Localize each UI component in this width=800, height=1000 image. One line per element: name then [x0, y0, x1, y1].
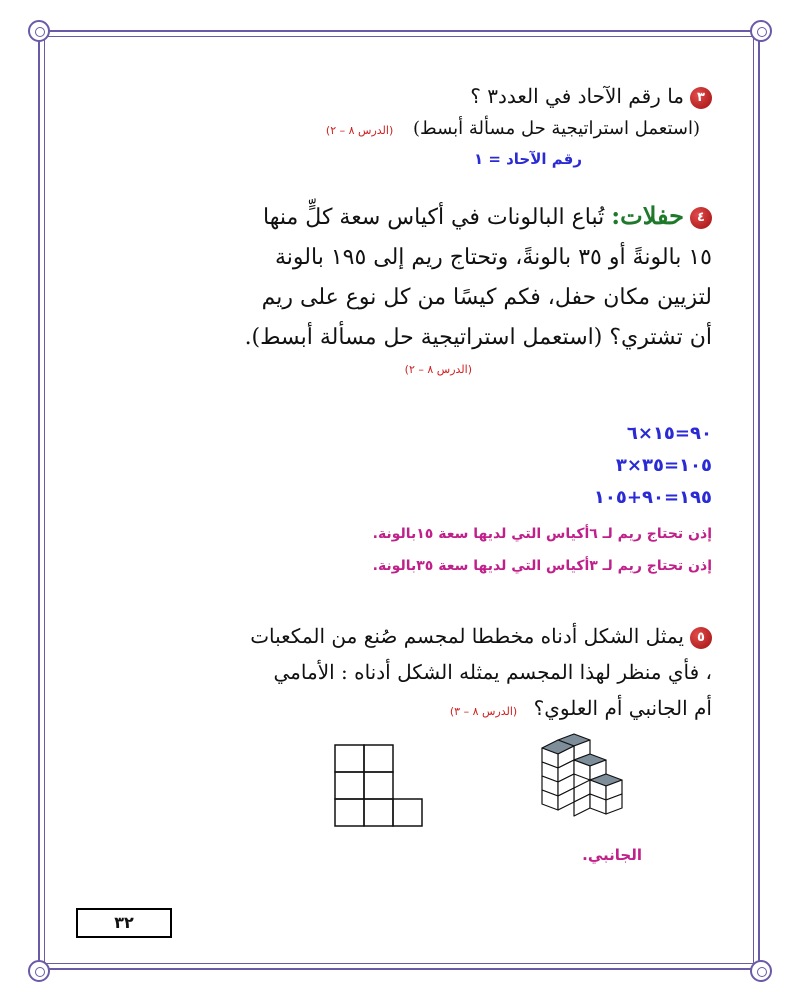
- question-4: [152, 196, 712, 382]
- answer-line: إذن تحتاج ريم لـ ٦أكياس التي لديها سعة ١٥بالونة.: [372, 526, 712, 542]
- question-number-badge: ٣: [690, 87, 712, 109]
- question-4-answers: [112, 518, 712, 582]
- question-number-badge: ٥: [690, 627, 712, 649]
- page-number: ٣٢: [114, 913, 134, 932]
- question-4-line-1: تُباع البالونات في أكياس سعة كلٍّ منها: [263, 205, 605, 230]
- question-3-line-2: (استعمل استراتيجية حل مسألة أبسط): [413, 118, 700, 139]
- equation-line: ٩٠=١٥×٦: [626, 423, 712, 444]
- corner-ornament: [750, 20, 772, 42]
- page-number-box: [76, 908, 172, 938]
- question-5-answer: الجانبي.: [582, 846, 642, 864]
- question-5-line-2: ، فأي منظر لهذا المجسم يمثله الشكل أدناه : الأمامي: [273, 660, 712, 684]
- question-3-line-1: ما رقم الآحاد في العدد٣ ؟: [470, 84, 684, 108]
- question-4-line-4: أن تشتري؟ (استعمل استراتيجية حل مسألة أبسط).: [244, 325, 712, 350]
- equation-line: ١٩٥=٩٠+١٠٥: [593, 487, 712, 508]
- lesson-reference: (الدرس ٨ – ٢): [325, 124, 394, 137]
- question-number-badge: ٤: [690, 207, 712, 229]
- corner-ornament: [28, 960, 50, 982]
- question-3-answer: رقم الآحاد = ١: [473, 150, 582, 168]
- lesson-reference: (الدرس ٨ – ٢): [404, 363, 472, 376]
- question-5-line-3: أم الجانبي أم العلوي؟: [533, 696, 712, 720]
- side-view-grid-figure: [334, 744, 424, 828]
- question-4-work: [112, 418, 712, 514]
- question-4-line-2: ١٥ بالونةً أو ٣٥ بالونةً، وتحتاج ريم إلى ١٩٥ بالونة: [275, 245, 712, 270]
- question-5-line-1: يمثل الشكل أدناه مخططا لمجسم صُنع من المكعبات: [250, 624, 684, 648]
- question-3: [152, 78, 712, 172]
- equation-line: ١٠٥=٣٥×٣: [615, 455, 712, 476]
- question-4-line-3: لتزيين مكان حفل، فكم كيسًا من كل نوع على ريم: [261, 285, 712, 310]
- corner-ornament: [750, 960, 772, 982]
- corner-ornament: [28, 20, 50, 42]
- question-5: [152, 618, 712, 730]
- cube-stack-figure: [532, 732, 624, 828]
- question-4-heading: حفلات:: [611, 201, 684, 230]
- lesson-reference: (الدرس ٨ – ٣): [449, 705, 518, 718]
- answer-line: إذن تحتاج ريم لـ ٣أكياس التي لديها سعة ٣٥بالونة.: [372, 558, 712, 574]
